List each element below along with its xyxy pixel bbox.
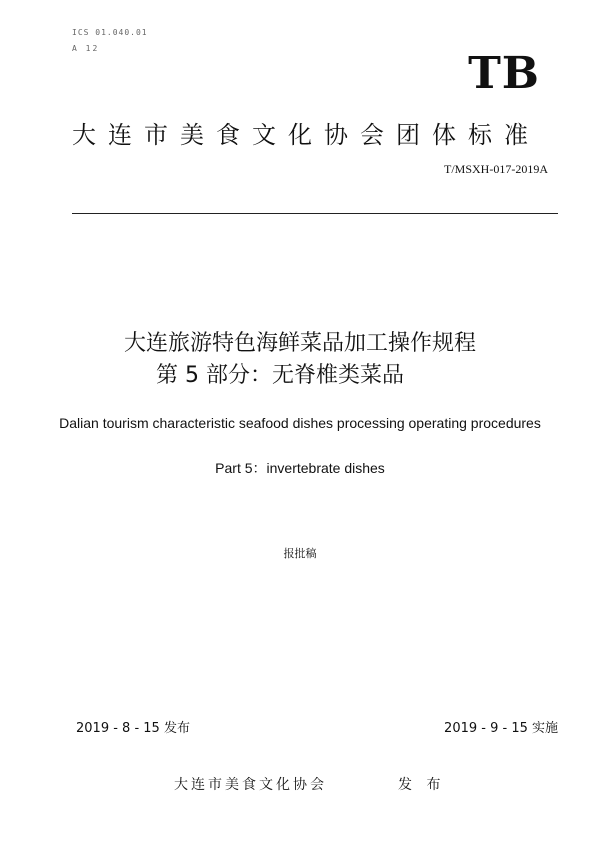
- standard-number: T/MSXH-017-2019A: [444, 162, 548, 176]
- issue-date: 2019 - 8 - 15 发布: [76, 721, 190, 736]
- standard-logo: TB: [468, 48, 540, 99]
- publisher-name: 大连市美食文化协会: [174, 777, 327, 793]
- implementation-date: 2019 - 9 - 15 实施: [444, 721, 558, 736]
- english-title: Dalian tourism characteristic seafood dishes processing operating procedures: [59, 415, 541, 431]
- english-part-title: Part 5：invertebrate dishes: [215, 460, 385, 476]
- publish-label: 发 布: [398, 777, 446, 793]
- chinese-title: [0, 328, 600, 392]
- classification-code: A 12: [72, 44, 100, 53]
- header-divider: [72, 213, 558, 214]
- ics-code: ICS 01.040.01: [72, 28, 148, 37]
- chinese-title-line2: 第 5 部分：无脊椎类菜品: [156, 363, 404, 388]
- draft-status-label: 报批稿: [283, 547, 317, 560]
- chinese-title-line1: 大连旅游特色海鲜菜品加工操作规程: [123, 331, 476, 356]
- organization-title: 大连市美食文化协会团体标准: [72, 121, 540, 149]
